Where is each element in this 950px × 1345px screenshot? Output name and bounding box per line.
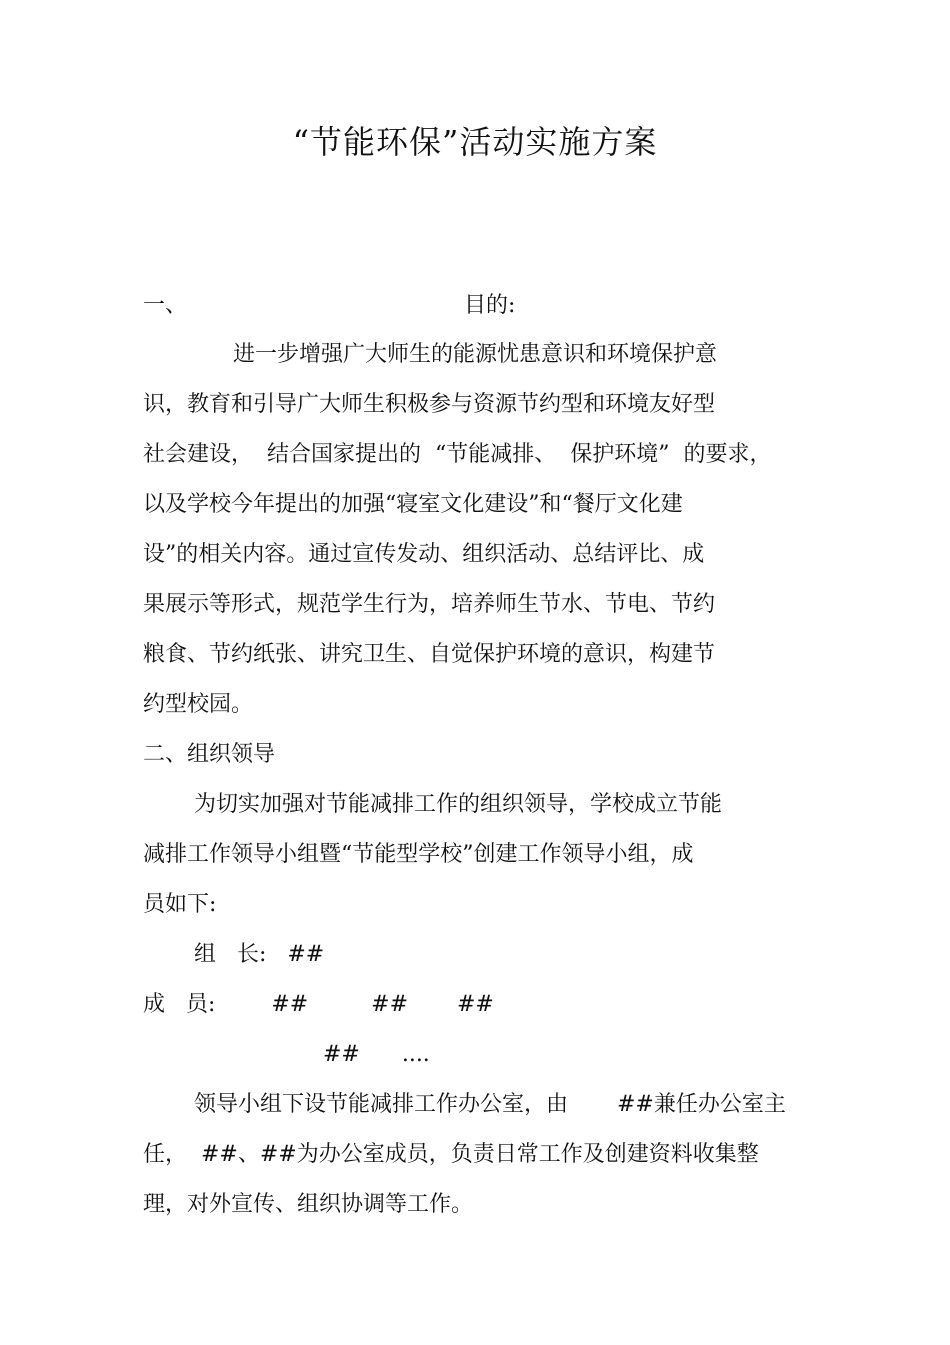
paragraph-line: 理，对外宣传、组织协调等工作。 [143, 1192, 474, 1217]
paragraph-line: 为切实加强对节能减排工作的组织领导，学校成立节能 [194, 792, 723, 817]
members-more-line: ## .... [323, 1042, 430, 1067]
paragraph-line: 社会建设， 结合国家提出的 “节能减排、 保护环境” 的要求， [143, 442, 772, 467]
paragraph-line: 约型校园。 [143, 692, 254, 717]
members-line: 成 员: ## ## ## [143, 992, 494, 1017]
paragraph-line: 设”的相关内容。通过宣传发动、组织活动、总结评比、成 [143, 542, 705, 567]
paragraph-line: 果展示等形式，规范学生行为，培养师生节水、节电、节约 [143, 592, 716, 617]
section-2-heading: 二、组织领导 [143, 742, 276, 767]
paragraph-line: 粮食、节约纸张、讲究卫生、自觉保护环境的意识，构建节 [143, 642, 716, 667]
paragraph-line: 进一步增强广大师生的能源忧患意识和环境保护意 [233, 342, 718, 367]
paragraph-line: 减排工作领导小组暨“节能型学校”创建工作领导小组，成 [143, 842, 694, 867]
leader-line: 组 长: ## [194, 942, 325, 967]
paragraph-line: 以及学校今年提出的加强“寝室文化建设”和“餐厅文化建 [143, 492, 683, 517]
paragraph-line: 识，教育和引导广大师生积极参与资源节约型和环境友好型 [143, 392, 716, 417]
document-title: “节能环保”活动实施方案 [292, 123, 658, 161]
section-1-number: 一、 [143, 293, 188, 318]
paragraph-line: 员如下: [143, 892, 217, 917]
section-1-heading: 目的: [464, 293, 516, 318]
paragraph-line: 领导小组下设节能减排工作办公室，由 ##兼任办公室主 [194, 1092, 786, 1117]
paragraph-line: 任， ##、##为办公室成员，负责日常工作及创建资料收集整 [143, 1142, 759, 1167]
